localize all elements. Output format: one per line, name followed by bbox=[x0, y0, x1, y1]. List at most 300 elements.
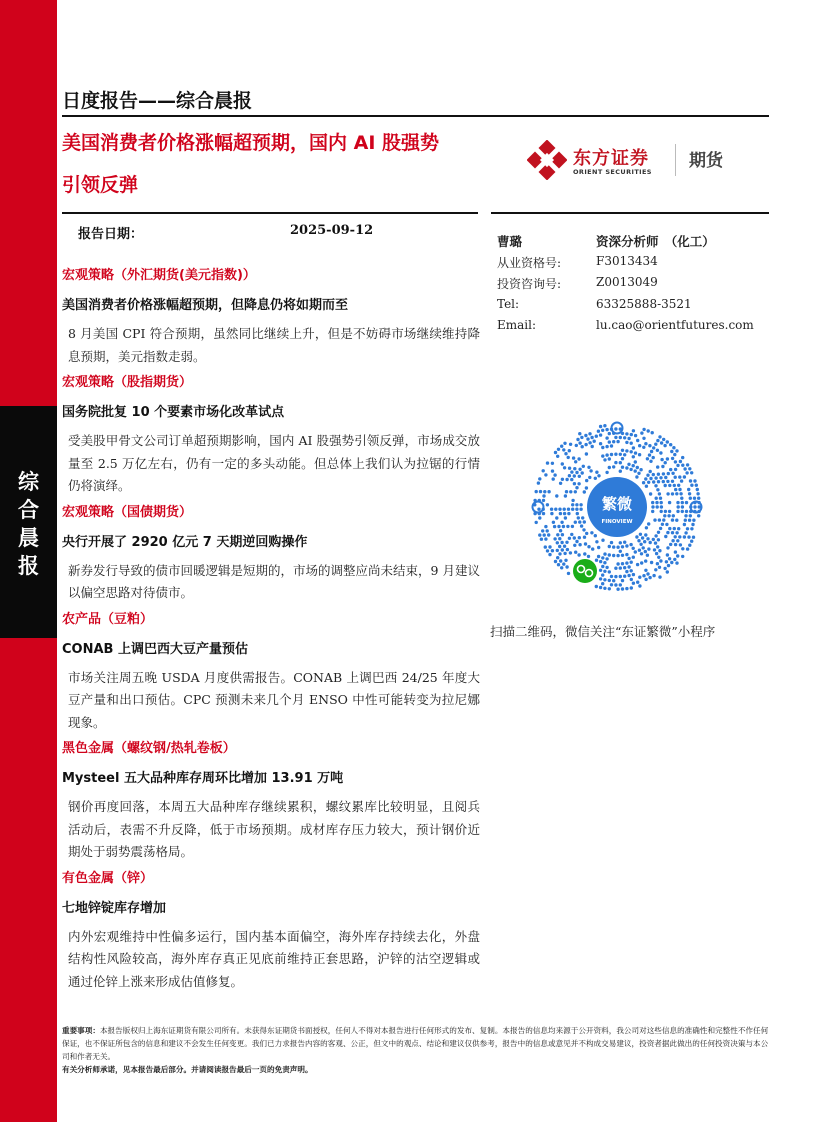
qr-dot bbox=[630, 586, 633, 589]
qr-dot bbox=[567, 508, 570, 511]
qr-dot bbox=[560, 541, 563, 544]
qr-dot bbox=[535, 490, 538, 493]
qr-dot bbox=[663, 444, 666, 447]
qr-dot bbox=[669, 543, 672, 546]
qr-dot bbox=[564, 452, 567, 455]
qr-dot bbox=[543, 490, 546, 493]
qr-dot bbox=[565, 478, 568, 481]
qr-dot bbox=[574, 460, 577, 463]
section-headline: Mysteel 五大品种库存周环比增加 13.91 万吨 bbox=[62, 771, 344, 786]
qr-dot bbox=[564, 559, 567, 562]
qr-dot bbox=[581, 516, 584, 519]
section-body: 受美股甲骨文公司订单超预期影响，国内 AI 股强势引领反弹，市场成交放量至 2.5 万亿左右，仍有一定的多头动能。但总体上我们认为拉锯的行情仍将演绎。 bbox=[68, 433, 480, 493]
qr-dot bbox=[608, 466, 611, 469]
qr-dot bbox=[666, 492, 669, 495]
qr-dot bbox=[643, 540, 646, 543]
qr-dot bbox=[560, 566, 563, 569]
qr-dot bbox=[629, 468, 632, 471]
qr-dot bbox=[652, 538, 655, 541]
qr-dot bbox=[652, 473, 655, 476]
left-divider bbox=[62, 212, 478, 214]
title-line-1: 美国消费者价格涨幅超预期，国内 AI 股强势 bbox=[62, 132, 440, 154]
section-category: 农产品（豆粕） bbox=[62, 611, 154, 627]
qr-dot bbox=[656, 465, 659, 468]
section-body: 市场关注周五晚 USDA 月度供需报告。CONAB 上调巴西 24/25 年度大豆产量和出口预估。CPC 预测未来几个月 ENSO 中性可能转变为拉尼娜现象。 bbox=[68, 669, 480, 730]
qr-dot bbox=[597, 430, 600, 433]
qr-dot bbox=[561, 478, 564, 481]
report-title bbox=[62, 122, 482, 206]
qr-dot bbox=[603, 578, 606, 581]
qr-dot bbox=[562, 562, 565, 565]
qr-dot bbox=[656, 449, 659, 452]
qr-dot bbox=[535, 521, 538, 524]
qr-dot bbox=[635, 535, 638, 538]
qr-dot bbox=[632, 455, 635, 458]
analyst-name-row bbox=[497, 232, 769, 254]
qr-dot bbox=[621, 579, 624, 582]
qr-dot bbox=[684, 519, 687, 522]
qr-dot bbox=[630, 578, 633, 581]
qr-dot bbox=[542, 494, 545, 497]
qr-dot bbox=[578, 536, 581, 539]
qr-dot bbox=[542, 469, 545, 472]
qr-dot bbox=[616, 440, 619, 443]
qr-dot bbox=[662, 518, 665, 521]
qr-dot bbox=[677, 484, 680, 487]
qr-dot bbox=[582, 528, 585, 531]
qr-dot bbox=[555, 494, 558, 497]
qr-dot bbox=[677, 527, 680, 530]
qr-dot bbox=[625, 561, 628, 564]
qr-dot bbox=[660, 458, 663, 461]
qr-dot bbox=[654, 534, 657, 537]
qr-dot bbox=[619, 541, 622, 544]
qr-dot bbox=[627, 557, 630, 560]
qr-dot bbox=[642, 546, 645, 549]
qr-dot bbox=[554, 451, 557, 454]
qr-dot bbox=[660, 501, 663, 504]
qr-dot bbox=[668, 527, 671, 530]
qr-dot bbox=[645, 485, 648, 488]
qr-dot bbox=[565, 541, 568, 544]
qr-dot bbox=[632, 464, 635, 467]
qr-dot bbox=[595, 585, 598, 588]
qr-dot bbox=[544, 537, 547, 540]
disclaimer-final: 有关分析师承诺，见本报告最后部分。并请阅读报告最后一页的免责声明。 bbox=[62, 1065, 313, 1074]
qr-dot bbox=[563, 545, 566, 548]
qr-dot bbox=[662, 472, 665, 475]
qr-dot bbox=[599, 569, 602, 572]
qr-dot bbox=[563, 552, 566, 555]
qr-dot bbox=[553, 537, 556, 540]
qr-dot bbox=[683, 467, 686, 470]
qr-dot bbox=[605, 471, 608, 474]
qr-dot bbox=[658, 549, 661, 552]
qr-dot bbox=[619, 583, 622, 586]
qr-dot bbox=[686, 527, 689, 530]
qr-dot bbox=[562, 448, 565, 451]
qr-dot bbox=[546, 461, 549, 464]
qr-dot bbox=[605, 453, 608, 456]
qr-dot bbox=[561, 462, 564, 465]
qr-dot bbox=[603, 552, 606, 555]
qr-dot bbox=[644, 477, 647, 480]
qr-dot bbox=[577, 553, 580, 556]
qr-dot bbox=[642, 574, 645, 577]
qr-dot bbox=[614, 583, 617, 586]
qr-dot bbox=[634, 451, 637, 454]
qr-dot bbox=[584, 443, 587, 446]
qr-dot bbox=[647, 481, 650, 484]
qr-dot bbox=[675, 519, 678, 522]
qr-dot bbox=[621, 466, 624, 469]
qr-dot bbox=[660, 505, 663, 508]
qr-dot bbox=[570, 533, 573, 536]
qr-dot bbox=[656, 562, 659, 565]
qr-dot bbox=[599, 442, 602, 445]
qr-dot bbox=[651, 431, 654, 434]
qr-dot bbox=[645, 526, 648, 529]
qr-dot bbox=[608, 440, 611, 443]
qr-dot bbox=[652, 456, 655, 459]
qr-dot bbox=[623, 566, 626, 569]
qr-dot bbox=[678, 535, 681, 538]
qr-dot bbox=[576, 438, 579, 441]
qr-dot bbox=[605, 436, 608, 439]
qr-dot bbox=[688, 492, 691, 495]
qr-dot bbox=[644, 442, 647, 445]
qr-dot bbox=[655, 497, 658, 500]
qr-dot bbox=[681, 510, 684, 513]
qr-dot bbox=[666, 531, 669, 534]
qr-dot bbox=[590, 531, 593, 534]
qr-dot bbox=[671, 457, 674, 460]
logo-separator bbox=[675, 144, 676, 176]
qr-dot bbox=[559, 529, 562, 532]
title-line-2: 引领反弹 bbox=[62, 174, 139, 196]
qr-dot bbox=[565, 565, 568, 568]
qr-dot bbox=[568, 537, 571, 540]
qr-dot bbox=[567, 456, 570, 459]
qr-dot bbox=[674, 543, 677, 546]
qr-dot bbox=[630, 561, 633, 564]
qr-dot bbox=[632, 556, 635, 559]
qr-dot bbox=[639, 468, 642, 471]
qr-dot bbox=[567, 572, 570, 575]
qr-dot bbox=[630, 433, 633, 436]
qr-dot bbox=[667, 564, 670, 567]
qr-dot bbox=[603, 587, 606, 590]
qr-dot bbox=[644, 578, 647, 581]
qr-dot bbox=[553, 473, 556, 476]
qr-dot bbox=[575, 444, 578, 447]
qr-dot bbox=[655, 552, 658, 555]
qr-dot bbox=[667, 514, 670, 517]
qr-dot bbox=[551, 469, 554, 472]
qr-dot bbox=[640, 431, 643, 434]
qr-dot bbox=[696, 492, 699, 495]
qr-dot bbox=[576, 512, 579, 515]
section-headline: 国务院批复 10 个要素市场化改革试点 bbox=[62, 405, 285, 420]
qr-dot bbox=[543, 533, 546, 536]
qr-dot bbox=[642, 437, 645, 440]
qr-dot bbox=[573, 467, 576, 470]
qr-dot bbox=[577, 482, 580, 485]
qr-dot bbox=[676, 464, 679, 467]
qr-dot bbox=[674, 535, 677, 538]
qr-dot bbox=[537, 508, 540, 511]
qr-dot bbox=[671, 539, 674, 542]
qr-dot bbox=[672, 514, 675, 517]
qr-dot bbox=[632, 582, 635, 585]
qr-dot bbox=[585, 486, 588, 489]
qr-dot bbox=[688, 519, 691, 522]
qr-dot bbox=[646, 457, 649, 460]
qr-dot bbox=[652, 446, 655, 449]
qr-dot bbox=[538, 516, 541, 519]
qr-dot bbox=[668, 484, 671, 487]
qr-dot bbox=[601, 446, 604, 449]
qr-dot bbox=[681, 547, 684, 550]
qr-dot bbox=[668, 501, 671, 504]
qr-dot bbox=[558, 545, 561, 548]
qr-dot bbox=[635, 475, 638, 478]
qr-center-sub: FINOVIEW bbox=[601, 519, 633, 525]
qr-dot bbox=[583, 520, 586, 523]
qr-dot bbox=[627, 574, 630, 577]
qr-dot bbox=[578, 468, 581, 471]
qr-dot bbox=[570, 470, 573, 473]
qr-dot bbox=[667, 472, 670, 475]
qr-dot bbox=[666, 440, 669, 443]
qr-dot bbox=[573, 544, 576, 547]
qr-dot bbox=[690, 471, 693, 474]
qr-dot bbox=[657, 473, 660, 476]
qr-dot bbox=[597, 546, 600, 549]
analyst-email-link[interactable]: lu.cao@orientfutures.com bbox=[596, 318, 754, 333]
qr-dot bbox=[554, 560, 557, 563]
qr-dot bbox=[578, 475, 581, 478]
qr-dot bbox=[653, 548, 656, 551]
qr-dot bbox=[595, 435, 598, 438]
qr-dot bbox=[666, 553, 669, 556]
qr-dot bbox=[603, 561, 606, 564]
qr-dot bbox=[625, 544, 628, 547]
qr-dot bbox=[552, 521, 555, 524]
qr-dot bbox=[616, 546, 619, 549]
qr-dot bbox=[681, 505, 684, 508]
qr-dot bbox=[654, 568, 657, 571]
qr-dot bbox=[585, 479, 588, 482]
qr-dot bbox=[654, 541, 657, 544]
qr-dot bbox=[621, 562, 624, 565]
qr-dot bbox=[623, 436, 626, 439]
analyst-field-label: 从业资格号: bbox=[497, 255, 562, 270]
qr-dot bbox=[568, 474, 571, 477]
qr-dot bbox=[652, 480, 655, 483]
qr-dot bbox=[571, 499, 574, 502]
qr-dot bbox=[637, 539, 640, 542]
analyst-row bbox=[497, 297, 769, 319]
qr-dot bbox=[577, 457, 580, 460]
qr-dot bbox=[568, 449, 571, 452]
qr-dot bbox=[583, 536, 586, 539]
qr-dot bbox=[580, 524, 583, 527]
qr-dot bbox=[685, 510, 688, 513]
qr-dot bbox=[610, 453, 613, 456]
qr-dot bbox=[566, 548, 569, 551]
qr-dot bbox=[610, 541, 613, 544]
analyst-row bbox=[497, 254, 769, 276]
qr-dot bbox=[581, 471, 584, 474]
section-headline: 央行开展了 2920 亿元 7 天期逆回购操作 bbox=[62, 534, 308, 550]
qr-dot bbox=[544, 525, 547, 528]
qr-dot bbox=[652, 574, 655, 577]
qr-dot bbox=[659, 497, 662, 500]
qr-dot bbox=[603, 570, 606, 573]
qr-dot bbox=[649, 460, 652, 463]
qr-dot bbox=[603, 458, 606, 461]
qr-dot bbox=[557, 525, 560, 528]
qr-dot bbox=[623, 575, 626, 578]
qr-dot bbox=[560, 445, 563, 448]
qr-dot bbox=[587, 555, 590, 558]
qr-dot bbox=[560, 521, 563, 524]
qr-dot bbox=[578, 543, 581, 546]
qr-dot bbox=[554, 508, 557, 511]
qr-dot bbox=[603, 424, 606, 427]
section-zinc bbox=[62, 870, 480, 994]
side-label-char: 综 bbox=[18, 470, 39, 494]
qr-dot bbox=[666, 546, 669, 549]
qr-dot bbox=[608, 432, 611, 435]
qr-dot bbox=[619, 566, 622, 569]
report-date-value: 2025-09-12 bbox=[290, 223, 374, 238]
qr-dot bbox=[574, 490, 577, 493]
qr-dot bbox=[625, 441, 628, 444]
qr-dot bbox=[614, 461, 617, 464]
analyst-field-label: Tel: bbox=[497, 296, 520, 311]
qr-dot bbox=[558, 537, 561, 540]
qr-dot bbox=[601, 565, 604, 568]
qr-dot bbox=[588, 432, 591, 435]
qr-dot bbox=[601, 556, 604, 559]
qr-dot bbox=[660, 441, 663, 444]
qr-dot bbox=[627, 437, 630, 440]
qr-dot bbox=[627, 463, 630, 466]
side-label-char: 晨 bbox=[18, 526, 39, 550]
qr-code[interactable] bbox=[530, 420, 704, 594]
qr-dot bbox=[583, 552, 586, 555]
qr-dot bbox=[680, 479, 683, 482]
qr-dot bbox=[654, 443, 657, 446]
qr-dot bbox=[634, 469, 637, 472]
qr-dot bbox=[681, 501, 684, 504]
qr-dot bbox=[567, 512, 570, 515]
analyst-info bbox=[497, 232, 769, 340]
qr-dot bbox=[556, 556, 559, 559]
qr-dot bbox=[574, 551, 577, 554]
qr-dot bbox=[563, 466, 566, 469]
qr-dot bbox=[688, 467, 691, 470]
qr-dot bbox=[657, 556, 660, 559]
section-category: 黑色金属（螺纹钢/热轧卷板） bbox=[62, 741, 236, 756]
qr-dot bbox=[665, 523, 668, 526]
qr-dot bbox=[588, 476, 591, 479]
qr-dot bbox=[559, 482, 562, 485]
qr-dot bbox=[648, 444, 651, 447]
qr-dot bbox=[573, 474, 576, 477]
qr-dot bbox=[676, 539, 679, 542]
qr-dot bbox=[550, 508, 553, 511]
qr-dot bbox=[644, 550, 647, 553]
qr-dot bbox=[587, 545, 590, 548]
qr-dot bbox=[574, 521, 577, 524]
qr-dot bbox=[686, 463, 689, 466]
qr-dot bbox=[612, 579, 615, 582]
qr-dot bbox=[640, 561, 643, 564]
side-label-char: 合 bbox=[18, 498, 39, 522]
qr-dot bbox=[660, 510, 663, 513]
qr-dot bbox=[597, 555, 600, 558]
logo-name-cn: 东方证券 bbox=[573, 148, 649, 169]
qr-dot bbox=[639, 543, 642, 546]
qr-dot bbox=[566, 525, 569, 528]
qr-dot bbox=[569, 551, 572, 554]
qr-finder-mark bbox=[533, 502, 544, 513]
qr-dot bbox=[563, 512, 566, 515]
qr-dot bbox=[656, 545, 659, 548]
disclaimer-body bbox=[62, 1024, 772, 1063]
qr-dot bbox=[621, 587, 624, 590]
qr-dot bbox=[544, 545, 547, 548]
qr-dot bbox=[548, 553, 551, 556]
qr-dot bbox=[681, 456, 684, 459]
qr-dot bbox=[664, 476, 667, 479]
qr-dot bbox=[564, 516, 567, 519]
qr-dot bbox=[605, 566, 608, 569]
qr-dot bbox=[610, 575, 613, 578]
qr-dot bbox=[654, 484, 657, 487]
qr-dot bbox=[656, 505, 659, 508]
qr-dot bbox=[616, 588, 619, 591]
qr-dot bbox=[662, 480, 665, 483]
qr-dot bbox=[558, 508, 561, 511]
section-stock-index bbox=[62, 374, 480, 498]
qr-dot bbox=[666, 457, 669, 460]
disclaimer-lead: 重要事项： bbox=[62, 1026, 100, 1035]
qr-dot bbox=[540, 538, 543, 541]
qr-dot bbox=[673, 527, 676, 530]
qr-dot bbox=[612, 465, 615, 468]
qr-dot bbox=[573, 536, 576, 539]
qr-dot bbox=[571, 503, 574, 506]
qr-dot bbox=[642, 481, 645, 484]
section-headline: CONAB 上调巴西大豆产量预估 bbox=[62, 641, 248, 657]
qr-dot bbox=[575, 486, 578, 489]
qr-dot bbox=[673, 558, 676, 561]
qr-dot bbox=[659, 527, 662, 530]
qr-dot bbox=[668, 557, 671, 560]
qr-dot bbox=[687, 535, 690, 538]
qr-dot bbox=[659, 451, 662, 454]
qr-dot bbox=[684, 514, 687, 517]
qr-dot bbox=[636, 563, 639, 566]
disclaimer bbox=[62, 1024, 772, 1076]
qr-dot bbox=[691, 523, 694, 526]
qr-dot bbox=[578, 520, 581, 523]
qr-dot bbox=[676, 554, 679, 557]
